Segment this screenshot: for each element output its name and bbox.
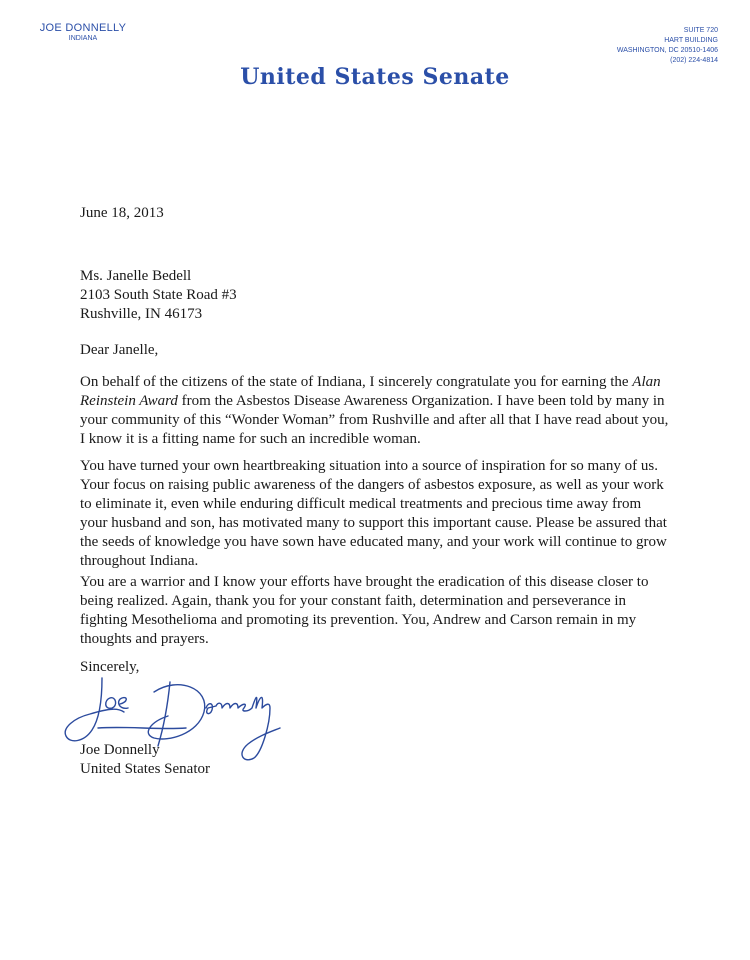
recipient-city: Rushville, IN 46173 <box>80 306 203 322</box>
senator-state: INDIANA <box>68 35 98 42</box>
office-phone: (202) 224-4814 <box>670 57 718 64</box>
letter-date: June 18, 2013 <box>80 205 164 221</box>
paragraph-2 <box>80 457 670 571</box>
office-city: WASHINGTON, DC 20510-1406 <box>616 47 718 54</box>
senate-title: United States Senate <box>240 64 510 90</box>
senator-name: JOE DONNELLY <box>39 22 127 34</box>
recipient-name: Ms. Janelle Bedell <box>80 268 192 284</box>
paragraph-1-end: from the Asbestos Disease Awareness Organization. I have been told by many in your community of this “Wonder Woman” from Rushville and after all that I have read about you, I know it is a fitting name for such an incredible woman. <box>80 393 669 447</box>
office-building: HART BUILDING <box>664 37 718 44</box>
paragraph-2-text: You have turned your own heartbreaking situation into a source of inspiration for so many of us. Your focus on raising public awareness of the dangers of asbestos exposure, as well as your work to eliminate it, even while enduring difficult medical treatments and precious time away from your husband and son, has motivated many to support this important cause. Please be assured that the seeds of knowledge you have sown have educated many, and your work will continue to grow throughout Indiana. <box>80 458 667 569</box>
letterhead-right <box>617 26 718 66</box>
paragraph-1-start: On behalf of the citizens of the state of Indiana, I sincerely congratulate you for earning the <box>80 374 633 390</box>
paragraph-3-text: You are a warrior and I know your efforts have brought the eradication of this disease closer to being realized. Again, thank you for your constant faith, determination and perseverance in fighting Mesothelioma and promoting its prevention. You, Andrew and Carson remain in my thoughts and prayers. <box>80 574 649 647</box>
recipient-street: 2103 South State Road #3 <box>80 287 237 303</box>
letterhead-left <box>18 22 148 42</box>
salutation: Dear Janelle, <box>80 342 159 358</box>
signer-title: United States Senator <box>80 761 210 777</box>
paragraph-1 <box>80 373 670 449</box>
signer-name: Joe Donnelly <box>80 742 160 758</box>
recipient-address <box>80 267 670 324</box>
award-name: Alan Reinstein Award <box>80 374 661 409</box>
closing: Sincerely, <box>80 659 140 675</box>
paragraph-3 <box>80 573 670 649</box>
office-suite: SUITE 720 <box>683 27 718 34</box>
